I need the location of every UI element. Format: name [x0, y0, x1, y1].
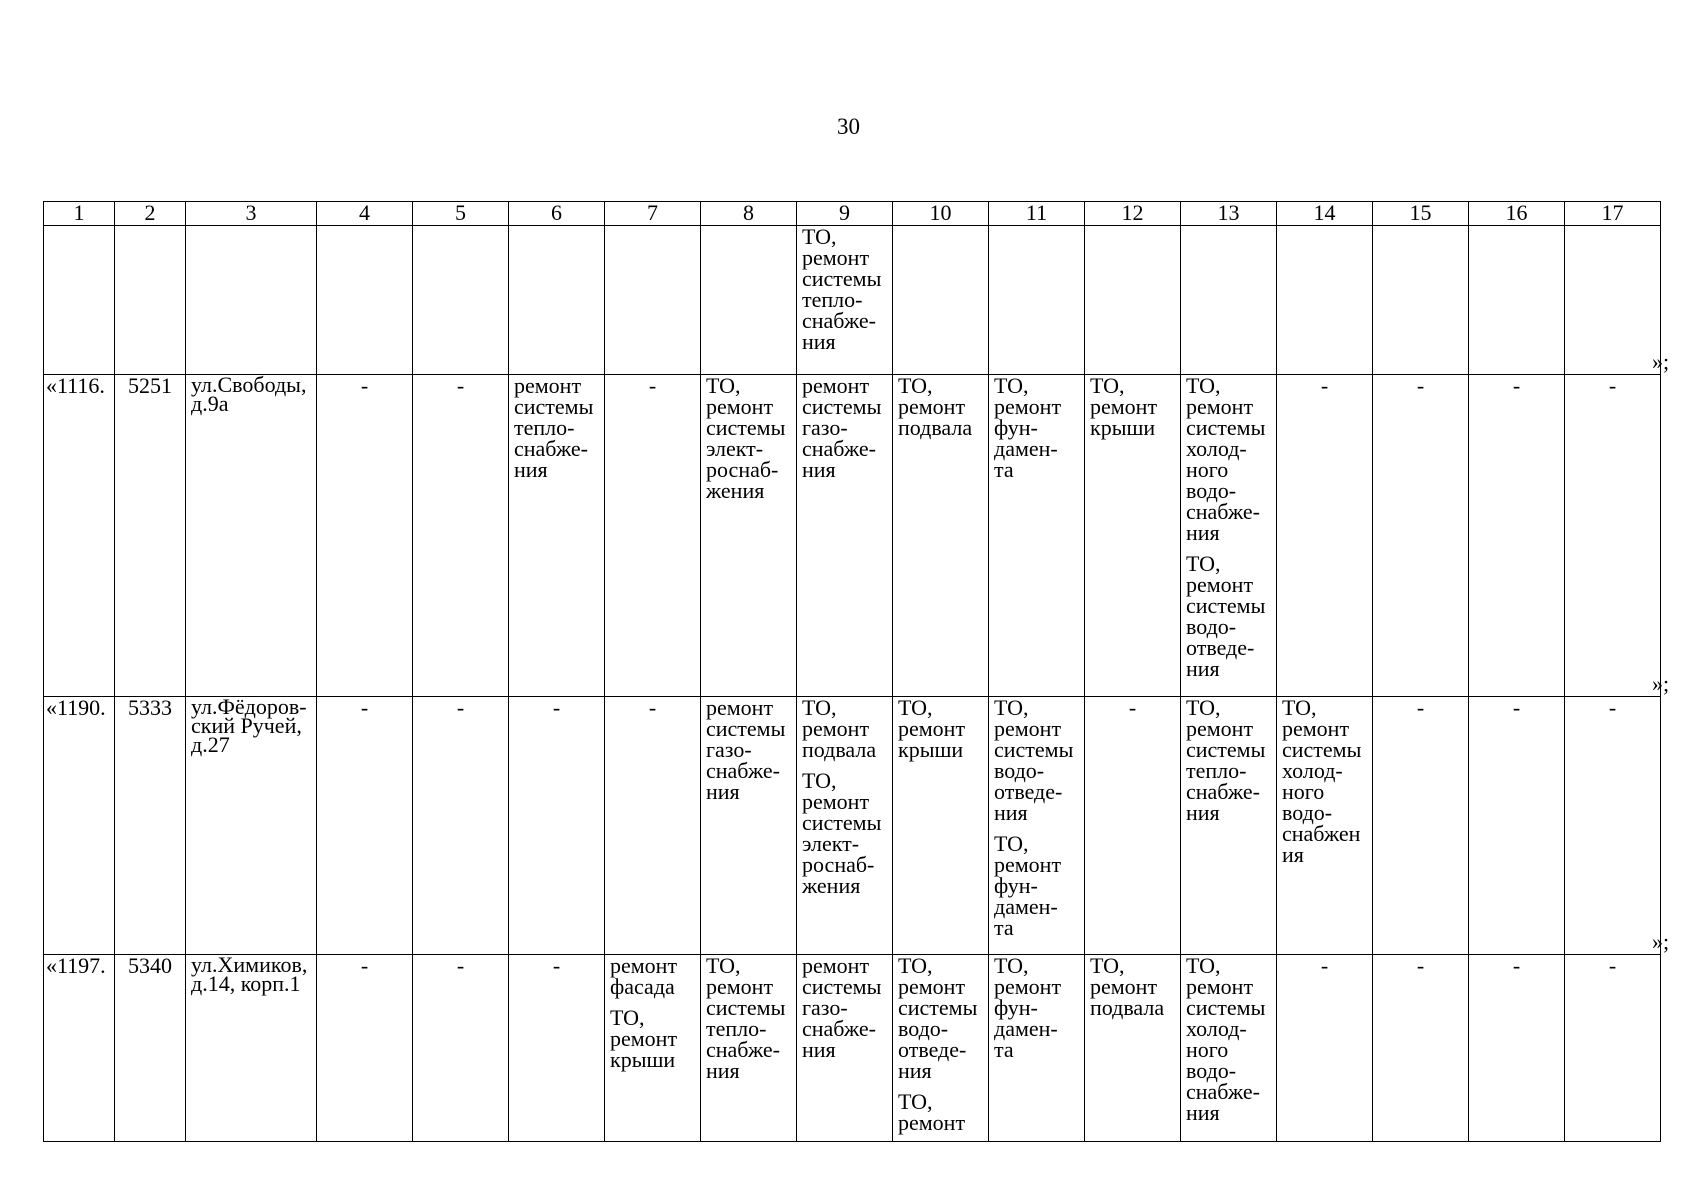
work-cell-col-7 [605, 697, 701, 955]
work-cell-col-10 [893, 226, 989, 375]
work-cell-col-11 [989, 697, 1085, 955]
work-cell-col-7 [605, 955, 701, 1142]
work-cell-col-8 [701, 955, 797, 1142]
object-code: 5340 [115, 955, 186, 1142]
empty-dash: - [1512, 374, 1521, 398]
work-cell-col-7 [605, 226, 701, 375]
work-cell-col-9 [797, 226, 893, 375]
empty-dash: - [1320, 954, 1329, 978]
column-header: 16 [1469, 202, 1565, 226]
work-cell-col-5 [413, 955, 509, 1142]
work-cell-col-16 [1469, 226, 1565, 375]
work-cell-col-6 [509, 955, 605, 1142]
column-header: 1 [44, 202, 115, 226]
work-entry: ТО, ремонт системы холод- ного водо- снабжен ия [1282, 696, 1362, 867]
column-header: 8 [701, 202, 797, 226]
work-entry: ТО, ремонт системы элект- роснаб- жения [802, 768, 882, 898]
empty-dash: - [456, 374, 465, 398]
work-entry: ТО, ремонт подвала [1090, 954, 1165, 1020]
work-cell-col-10 [893, 955, 989, 1142]
empty-dash: - [1416, 696, 1425, 720]
work-entry: ТО, ремонт [898, 1089, 966, 1135]
work-cell-col-6 [509, 375, 605, 697]
work-cell-col-15 [1373, 955, 1469, 1142]
table-body [44, 226, 1661, 1142]
work-cell-col-9 [797, 375, 893, 697]
work-entry: ТО, ремонт фун- дамен- та [994, 831, 1062, 940]
column-header: 12 [1085, 202, 1181, 226]
item-number: «1190. [44, 697, 115, 955]
address-cell: ул.Фёдоров- ский Ручей, д.27 [186, 697, 317, 955]
work-cell-col-15 [1373, 697, 1469, 955]
work-cell-col-4 [317, 375, 413, 697]
column-header: 13 [1181, 202, 1277, 226]
work-cell-col-6 [509, 697, 605, 955]
empty-dash: - [1320, 374, 1329, 398]
work-cell-col-14 [1277, 375, 1373, 697]
work-entry: ТО, ремонт крыши [898, 696, 966, 762]
work-cell-col-4 [317, 955, 413, 1142]
column-header: 11 [989, 202, 1085, 226]
work-cell-col-12 [1085, 955, 1181, 1142]
work-cell-col-5 [413, 697, 509, 955]
work-entry: ТО, ремонт системы холод- ного водо- снабже- ния [1186, 374, 1266, 545]
table-row [44, 697, 1661, 955]
work-cell-col-11 [989, 955, 1085, 1142]
work-cell-col-13 [1181, 375, 1277, 697]
empty-dash: - [648, 696, 657, 720]
work-cell-col-8 [701, 226, 797, 375]
object-code: 5333 [115, 697, 186, 955]
work-cell-col-9 [797, 697, 893, 955]
empty-dash: - [1512, 954, 1521, 978]
empty-dash: - [1416, 374, 1425, 398]
empty-dash: - [1608, 374, 1617, 398]
work-cell-col-5 [413, 226, 509, 375]
work-cell-col-17 [1565, 955, 1661, 1142]
empty-dash: - [1128, 696, 1137, 720]
address-cell: ул.Химиков, д.14, корп.1 [186, 955, 317, 1142]
empty-dash: - [1416, 954, 1425, 978]
page-number: 30 [837, 114, 860, 139]
work-entry: ТО, ремонт системы водо- отведе- ния [994, 696, 1074, 825]
work-entry: ТО, ремонт системы тепло- снабже- ния [1186, 696, 1266, 825]
object-code [115, 226, 186, 375]
work-entry: ремонт системы газо- снабже- ния [802, 954, 882, 1062]
empty-dash: - [456, 696, 465, 720]
column-header: 2 [115, 202, 186, 226]
work-cell-col-8 [701, 375, 797, 697]
empty-dash: - [1608, 696, 1617, 720]
work-entry: ремонт фасада [610, 954, 678, 999]
work-cell-col-14 [1277, 697, 1373, 955]
work-entry: ТО, ремонт системы водо- отведе- ния [1186, 551, 1266, 681]
empty-dash: - [360, 954, 369, 978]
work-cell-col-4 [317, 697, 413, 955]
column-header: 5 [413, 202, 509, 226]
work-entry: ремонт системы газо- снабже- ния [706, 696, 786, 804]
work-cell-col-16 [1469, 697, 1565, 955]
column-header: 3 [186, 202, 317, 226]
work-entry: ТО, ремонт крыши [610, 1005, 678, 1072]
table-row [44, 226, 1661, 375]
work-entry: ТО, ремонт подвала [802, 696, 877, 762]
work-cell-col-14 [1277, 955, 1373, 1142]
work-cell-col-17 [1565, 375, 1661, 697]
object-code: 5251 [115, 375, 186, 697]
work-entry: ремонт системы газо- снабже- ния [802, 374, 882, 482]
work-cell-col-16 [1469, 955, 1565, 1142]
work-cell-col-11 [989, 226, 1085, 375]
column-header: 4 [317, 202, 413, 226]
item-number: «1197. [44, 955, 115, 1142]
work-cell-col-14 [1277, 226, 1373, 375]
address-cell [186, 226, 317, 375]
work-entry: ТО, ремонт системы тепло- снабже- ния [802, 225, 882, 354]
work-cell-col-12 [1085, 697, 1181, 955]
work-cell-col-10 [893, 697, 989, 955]
work-cell-col-7 [605, 375, 701, 697]
work-cell-col-12 [1085, 226, 1181, 375]
column-header: 7 [605, 202, 701, 226]
empty-dash: - [648, 374, 657, 398]
empty-dash: - [552, 696, 561, 720]
work-cell-col-5 [413, 375, 509, 697]
work-cell-col-16 [1469, 375, 1565, 697]
column-header: 6 [509, 202, 605, 226]
empty-dash: - [1512, 696, 1521, 720]
item-number [44, 226, 115, 375]
repair-schedule-table [43, 201, 1661, 1142]
empty-dash: - [456, 954, 465, 978]
work-cell-col-12 [1085, 375, 1181, 697]
empty-dash: - [360, 696, 369, 720]
work-entry: ТО, ремонт системы элект- роснаб- жения [706, 374, 786, 503]
row-end-mark: »; [1652, 349, 1670, 374]
table-row [44, 955, 1661, 1142]
table-row [44, 375, 1661, 697]
empty-dash: - [1608, 954, 1617, 978]
work-cell-col-8 [701, 697, 797, 955]
row-end-mark: »; [1652, 671, 1670, 696]
work-cell-col-15 [1373, 375, 1469, 697]
column-number-header-row [44, 202, 1661, 226]
work-entry: ТО, ремонт фун- дамен- та [994, 374, 1062, 482]
work-entry: ТО, ремонт системы водо- отведе- ния [898, 954, 978, 1083]
work-cell-col-4 [317, 226, 413, 375]
column-header: 14 [1277, 202, 1373, 226]
work-cell-col-13 [1181, 697, 1277, 955]
work-entry: ТО, ремонт крыши [1090, 374, 1158, 440]
work-entry: ТО, ремонт системы тепло- снабже- ния [706, 954, 786, 1083]
work-cell-col-9 [797, 955, 893, 1142]
work-entry: ТО, ремонт системы холод- ного водо- снабже- ния [1186, 954, 1266, 1125]
column-header: 9 [797, 202, 893, 226]
work-entry: ТО, ремонт подвала [898, 374, 973, 440]
column-header: 10 [893, 202, 989, 226]
column-header: 17 [1565, 202, 1661, 226]
work-cell-col-6 [509, 226, 605, 375]
work-cell-col-17 [1565, 697, 1661, 955]
work-cell-col-17 [1565, 226, 1661, 375]
empty-dash: - [360, 374, 369, 398]
work-entry: ремонт системы тепло- снабже- ния [514, 374, 594, 482]
address-cell: ул.Свободы, д.9а [186, 375, 317, 697]
empty-dash: - [552, 954, 561, 978]
column-header: 15 [1373, 202, 1469, 226]
work-cell-col-13 [1181, 955, 1277, 1142]
work-cell-col-10 [893, 375, 989, 697]
work-entry: ТО, ремонт фун- дамен- та [994, 954, 1062, 1062]
row-end-mark: »; [1652, 929, 1670, 954]
work-cell-col-13 [1181, 226, 1277, 375]
work-cell-col-11 [989, 375, 1085, 697]
work-cell-col-15 [1373, 226, 1469, 375]
item-number: «1116. [44, 375, 115, 697]
